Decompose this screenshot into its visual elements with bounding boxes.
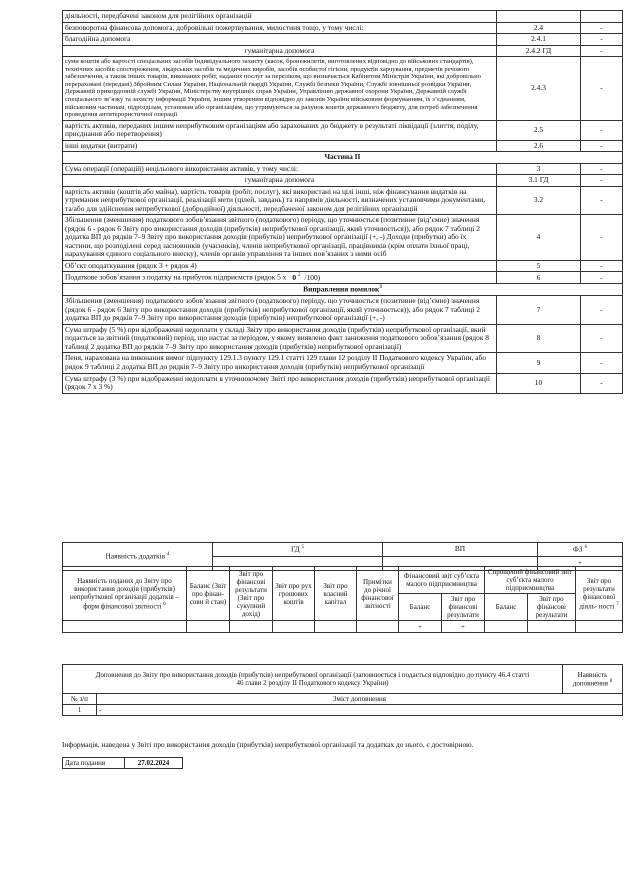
row-text [63,57,497,121]
supplements-presence-sup: 8 [609,678,613,684]
fs-simplified-balance-value [485,621,528,633]
confirmation-text: Інформація, наведена у Звіті про використання доходів (прибутків) неприбуткової організації та додатках до нього, є достовірною. [62,740,474,749]
fs-small-balance-header: Баланс [399,594,442,621]
supplements-col-content: Зміст доповнення [97,694,623,705]
attachment-vp-header [383,543,538,557]
row-text [63,186,497,215]
row-value: - [581,22,623,34]
attachment-gd-header [213,543,383,557]
row-text-content: Сума операції (операцій) нецільового використання активів, у тому числі: [65,163,299,173]
row-text [63,163,497,175]
row-text [63,45,497,57]
fs-fin-results-header: Звіт про фінансові результати (Звіт про сукупний дохід) [230,567,273,621]
row-text [63,215,497,261]
row-text-content: гуманітарна допомога [244,175,315,185]
attachment-fz-sup: 6 [584,545,587,550]
row-code: 9 [497,353,581,373]
table-row [63,215,623,261]
fs-simplified-header: Спрощений фінансовий звіт суб’єкта малого підприємництва [485,567,576,594]
row-value: - [581,163,623,175]
attachment-vp-label: ВП [454,544,466,554]
table-row [63,296,623,325]
row-text-content: Сума штрафу (5 %) при відображенні недоплати у складі Звіту про використання доходів (прибутків) неприбуткової організації, який подається за звітний (податковий) період, що настає за періодом, у якому виявлено факт заниження податкового зобов’язання (рядок 8 таблиці 2 додатка ВП до рядків 7–9 Звіту про використання доходів (прибутків) неприбуткової організації) [65,324,489,351]
row-text-content: суми коштів або вартості спеціальних засобів індивідуального захисту (касок, бронежилетів, виготовлених відповідно до військових стандартів), технічних засобів спостереження, лікарських засобів та медичних виробів, засобів особистої гігієни, продуктів харчування, предметів речового забезпечення, а також інших товарів, виконаних робіт, наданих послуг за переліком, що визначається Кабінетом Міністрів України, які добровільно перераховані (передані) Збройним Силам України, Національній гвардії України, Службі безпеки України, Службі зовнішньої розвідки України, Державній прикордонній службі України, Міністерству внутрішніх справ України, Управлінню державної охорони України, Державній службі спеціального зв’язку та захисту інформації України, іншим утвореним відповідно до законів України військовим формуванням, їх з’єднанням, військовим частинам, підрозділам, установам або організаціям, що утримуються за рахунок коштів державного бюджету, для потреб забезпечення проведення антитерористичної операції [65,58,481,119]
row-value: - [581,272,623,284]
row-code: 5 [497,260,581,272]
fs-small-results-header: Звіт про фінансові результати [442,594,485,621]
row-code: 2.4 [497,22,581,34]
supplements-col-no: № з/п [63,694,97,705]
supplements-presence-text: Наявність доповнення [572,670,608,688]
row-value: - [581,324,623,353]
fs-main-header-text: Наявність поданих до Звіту про використання доходів (прибутків) неприбуткової організації додатків – форм фінансової звітності [70,577,179,610]
fs-main-header [63,567,187,621]
row-text-content: безповоротна фінансова допомога, добровільні пожертвування, милостиня тощо, у тому числі: [65,22,364,32]
fs-notes-header: Примітки до річної фінансової звітності [357,567,399,621]
fs-cash-value [273,621,315,633]
row-text [63,260,497,272]
fs-balance-header: Баланс (Звіт про фінан-сови й стан) [187,567,230,621]
row-code: 7 [497,296,581,325]
attachment-fz-label: ФЗ [573,544,583,554]
fs-small-results-value: + [442,621,485,633]
fs-capital-header: Звіт про власний капітал [315,567,357,621]
table-row [63,120,623,140]
table-row [63,175,623,187]
submission-date: 27.02.2024 [125,758,183,769]
row-code: 3 [497,163,581,175]
tax-rate-tail: /100) [304,272,321,282]
table-row [63,11,623,23]
table-row [63,57,623,121]
row-code: 8 [497,324,581,353]
financial-statements-table [62,566,623,633]
fs-value-empty [63,621,187,633]
fs-simplified-results-value [528,621,576,633]
table-row [63,22,623,34]
row-value: - [581,215,623,261]
table-row [63,45,623,57]
fs-cash-header: Звіт про рух грошових коштів [273,567,315,621]
fs-capital-value [315,621,357,633]
row-code: 3.2 [497,186,581,215]
tax-rate-sup: 2 [298,273,301,279]
row-value: - [581,260,623,272]
row-text [63,140,497,152]
table-row [63,163,623,175]
row-code: 6 [497,272,581,284]
fs-activity-header-text: Звіт про результати фінансової діяль- ності [579,577,616,610]
row-value: - [581,57,623,121]
row-text-content: гуманітарна допомога [244,45,315,55]
section-title [63,284,623,296]
row-value: - [581,175,623,187]
row-code: 4 [497,215,581,261]
row-text [63,373,497,393]
fs-activity-value [576,621,623,633]
row-code: 3.1 ГД [497,175,581,187]
row-text-content: Сума штрафу (3 %) при відображенні недоплати в уточнюючому Звіті про використання доходів (прибутків) неприбуткової організації (рядок 7 х 3 %) [65,373,490,392]
fs-small-header: Фінансовий звіт суб’єкта малого підприємництва [399,567,485,594]
fs-notes-value [357,621,399,633]
row-text-content: Об’єкт оподаткування (рядок 3 + рядок 4) [65,260,197,270]
attachment-fz-value: + [538,557,623,571]
table-row [63,140,623,152]
section-title [63,152,623,164]
row-text [63,296,497,325]
row-code [497,11,581,23]
row-value: - [581,34,623,46]
section-title-text: Виправлення помилок [303,284,380,294]
row-value: - [581,186,623,215]
table-row [63,260,623,272]
row-code: 2.4.1 [497,34,581,46]
attachment-gd-sup: 5 [301,545,305,550]
tax-rate-value: 0 [292,272,297,282]
row-text [63,353,497,373]
attachments-label-text: Наявність додатків [105,551,166,561]
row-text [63,11,497,23]
row-text-content: вартість активів, переданих іншим неприбутковим організаціям або зарахованих до бюджету в результаті ліквідації (злиття, поділу, приєднання або перетворення) [65,120,479,139]
row-value: - [581,353,623,373]
row-text-content: Збільшення (зменшення) податкового зобов’язання звітного (податкового) періоду, що уточнюється (позитивне (від’ємне) значення (рядок 6 - рядок 6 Звіту про використання доходів (прибутків) неприбуткової організації, який уточнюється)), або рядок 7 таблиці 2 додатка ВП до рядків 7–9 Звіту про використання доходів (прибутків) неприбуткової організації (+, -) Доходи (прибутки) або їх частини, що розподілені серед засновників (учасників), членів неприбуткової організації, працівників (крім оплати їхньої праці, нарахування єдиного соціального внеску), членів органів управління та інших пов’язаних з ними осіб [65,215,480,259]
table-row [63,34,623,46]
row-text-content: Збільшення (зменшення) податкового зобов’язання звітного (податкового) періоду, що уточнюється (позитивне (від’ємне) значення (рядок 6 - рядок 6 Звіту про використання доходів (прибутків) неприбуткової організації, який уточнюється)), або рядок 7 таблиці 2 додатка ВП до рядків 7–9 Звіту про використання доходів (прибутків) неприбуткової організації (+, -) [65,296,480,323]
row-text [63,120,497,140]
supplements-row-no: 1 [63,705,97,716]
row-text-content: Пеня, нарахована на виконання вимог підпункту 129.1.3 пункту 129.1 статті 129 глави 12 розділу II Податкового кодексу України, або рядок 9 таблиці 2 додатка ВП до рядків 7–9 Звіту про використання доходів (прибутків) неприбуткової організації [65,353,486,371]
row-text-content: інші видатки (витрати) [65,140,138,150]
table-row [63,324,623,353]
fs-simplified-balance-header: Баланс [485,594,528,621]
supplements-presence [563,665,623,694]
fs-activity-header-sup: 7 [616,601,619,607]
fs-activity-header [576,567,623,621]
supplements-table [62,664,623,716]
row-code: 10 [497,373,581,393]
submission-table [62,757,183,769]
report-table-body [63,11,623,394]
fs-main-header-sup: 6 [163,601,166,607]
row-code: 2.4.3 [497,57,581,121]
row-code: 2.5 [497,120,581,140]
row-code: 2.4.2 ГД [497,45,581,57]
table-row [63,186,623,215]
attachments-label-sup: 4 [167,552,170,557]
row-text [63,34,497,46]
row-value: - [581,140,623,152]
row-text [63,324,497,353]
table-row [63,353,623,373]
row-code: 2.6 [497,140,581,152]
row-value: - [581,45,623,57]
submission-label: Дата подання [63,758,125,769]
row-value: - [581,120,623,140]
row-text [63,22,497,34]
row-value: - [581,296,623,325]
row-text-content: вартість активів (коштів або майна), вартість товарів (робіт, послуг), які використані на цілі іншi, ніж фінансування видатків на утримання неприбуткової організації, реалізації мети (цілей, завдань) та напрямів діяльності, визначених установчими документами, та/або для здійснення неприбуткової (добродійної) діяльності, передбаченої законом для релігійних організацій [65,186,486,213]
fs-small-balance-value: + [399,621,442,633]
row-text [63,175,497,187]
supplements-title: Доповнення до Звіту про використання доходів (прибутків) неприбуткової організації (заповнюється і подається відповідно до пункту 46.4 статті 46 глави 2 розділу II Податкового кодексу України) [63,665,563,694]
row-text-content: діяльності, передбачені законом для релігійних організацій [65,11,252,20]
report-table [62,10,623,394]
row-value: - [581,373,623,393]
row-text [63,272,497,284]
section-title-sup: 3 [379,285,382,291]
fs-balance-value [187,621,230,633]
fs-fin-results-value [230,621,273,633]
attachment-fz-header [538,543,623,557]
row-text-content: Податкове зобов’язання з податку на прибуток підприємств (рядок 5 х [65,272,287,282]
section-title-text: Частина II [324,152,361,162]
fs-simplified-results-header: Звіт про фінансові результати [528,594,576,621]
section-title-row [63,284,623,296]
table-row [63,373,623,393]
section-title-row [63,152,623,164]
supplements-row-content: - [97,705,623,716]
row-value [581,11,623,23]
row-text-content: благодійна допомога [65,34,131,44]
attachment-gd-label: ГД [290,544,300,554]
table-row [63,272,623,284]
